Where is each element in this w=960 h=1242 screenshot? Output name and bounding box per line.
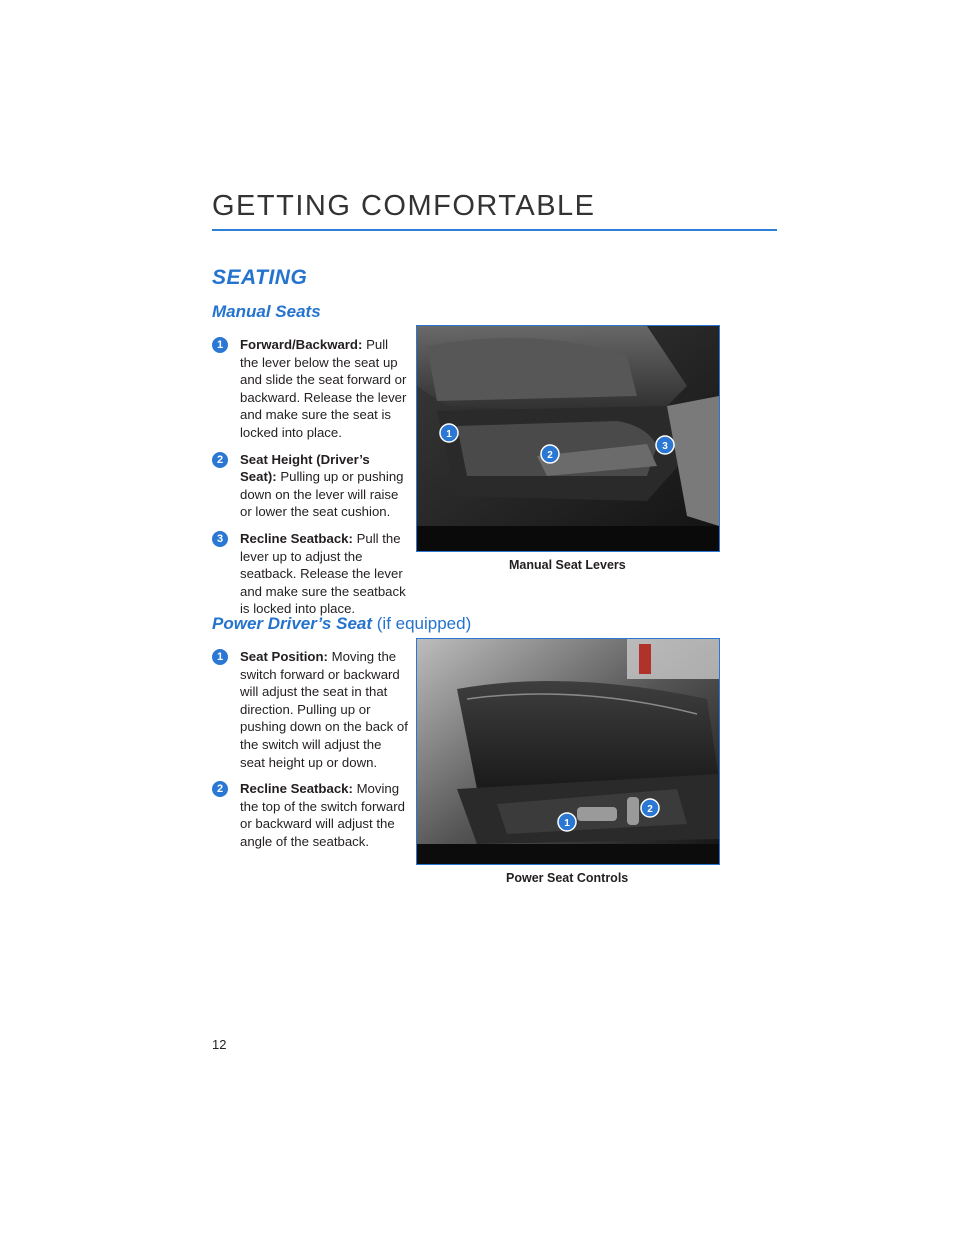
- list-item: [212, 530, 408, 618]
- item-label: Recline Seatback:: [240, 530, 353, 546]
- item-text: Pull the lever below the seat up and slide the seat forward or backward. Release the lever and make sure the seat is locked into place.: [240, 337, 407, 440]
- header-divider: [212, 229, 777, 231]
- list-item: [212, 451, 408, 521]
- number-badge: 2: [212, 452, 228, 468]
- marker-label: 2: [547, 450, 553, 461]
- manual-seat-illustration: [417, 326, 719, 551]
- manual-seats-title: Manual Seats: [212, 302, 321, 321]
- number-badge: 1: [212, 337, 228, 353]
- list-item: [212, 780, 408, 850]
- number-badge: 2: [212, 781, 228, 797]
- item-label: Seat Height (Driver’s Seat):: [240, 451, 370, 485]
- manual-seats-list: [212, 336, 408, 627]
- item-text: Moving the switch forward or backward will adjust the seat in that direction. Pulling up or pushing down on the back of the switch will adjust the seat height up or down.: [240, 649, 408, 770]
- page-number: 12: [212, 1037, 227, 1052]
- item-text: Moving the top of the switch forward or backward will adjust the angle of the seatback.: [240, 781, 405, 849]
- marker-label: 1: [446, 429, 452, 440]
- item-label: Seat Position:: [240, 649, 328, 664]
- marker-label: 3: [662, 441, 668, 452]
- manual-seat-photo: [416, 325, 720, 552]
- power-seat-title: Power Driver’s Seat: [212, 614, 373, 633]
- item-label: Forward/Backward:: [240, 337, 363, 352]
- seat-position-switch: [577, 807, 617, 821]
- page-header-title: GETTING COMFORTABLE: [212, 190, 596, 222]
- number-badge: 1: [212, 649, 228, 665]
- recline-switch: [627, 797, 639, 825]
- power-seat-illustration: [417, 639, 719, 864]
- manual-seats-heading: [212, 302, 321, 322]
- section-title: SEATING: [212, 266, 308, 289]
- list-item: [212, 336, 408, 442]
- marker-label: 2: [647, 804, 653, 815]
- power-seat-note: (if equipped): [376, 614, 472, 633]
- power-seat-heading: [212, 614, 471, 634]
- item-label: Recline Seatback:: [240, 781, 353, 797]
- marker-label: 1: [564, 818, 570, 829]
- power-seat-list: [212, 648, 408, 860]
- power-seat-caption: Power Seat Controls: [506, 871, 629, 885]
- item-text: Pull the lever up to adjust the seatback. Release the lever and make sure the seatback is locked into place.: [240, 530, 406, 617]
- power-seat-photo: [416, 638, 720, 865]
- number-badge: 3: [212, 531, 228, 547]
- item-text: Pulling up or pushing down on the lever will raise or lower the seat cushion.: [240, 469, 404, 520]
- list-item: [212, 648, 408, 771]
- manual-seat-caption: Manual Seat Levers: [509, 558, 626, 572]
